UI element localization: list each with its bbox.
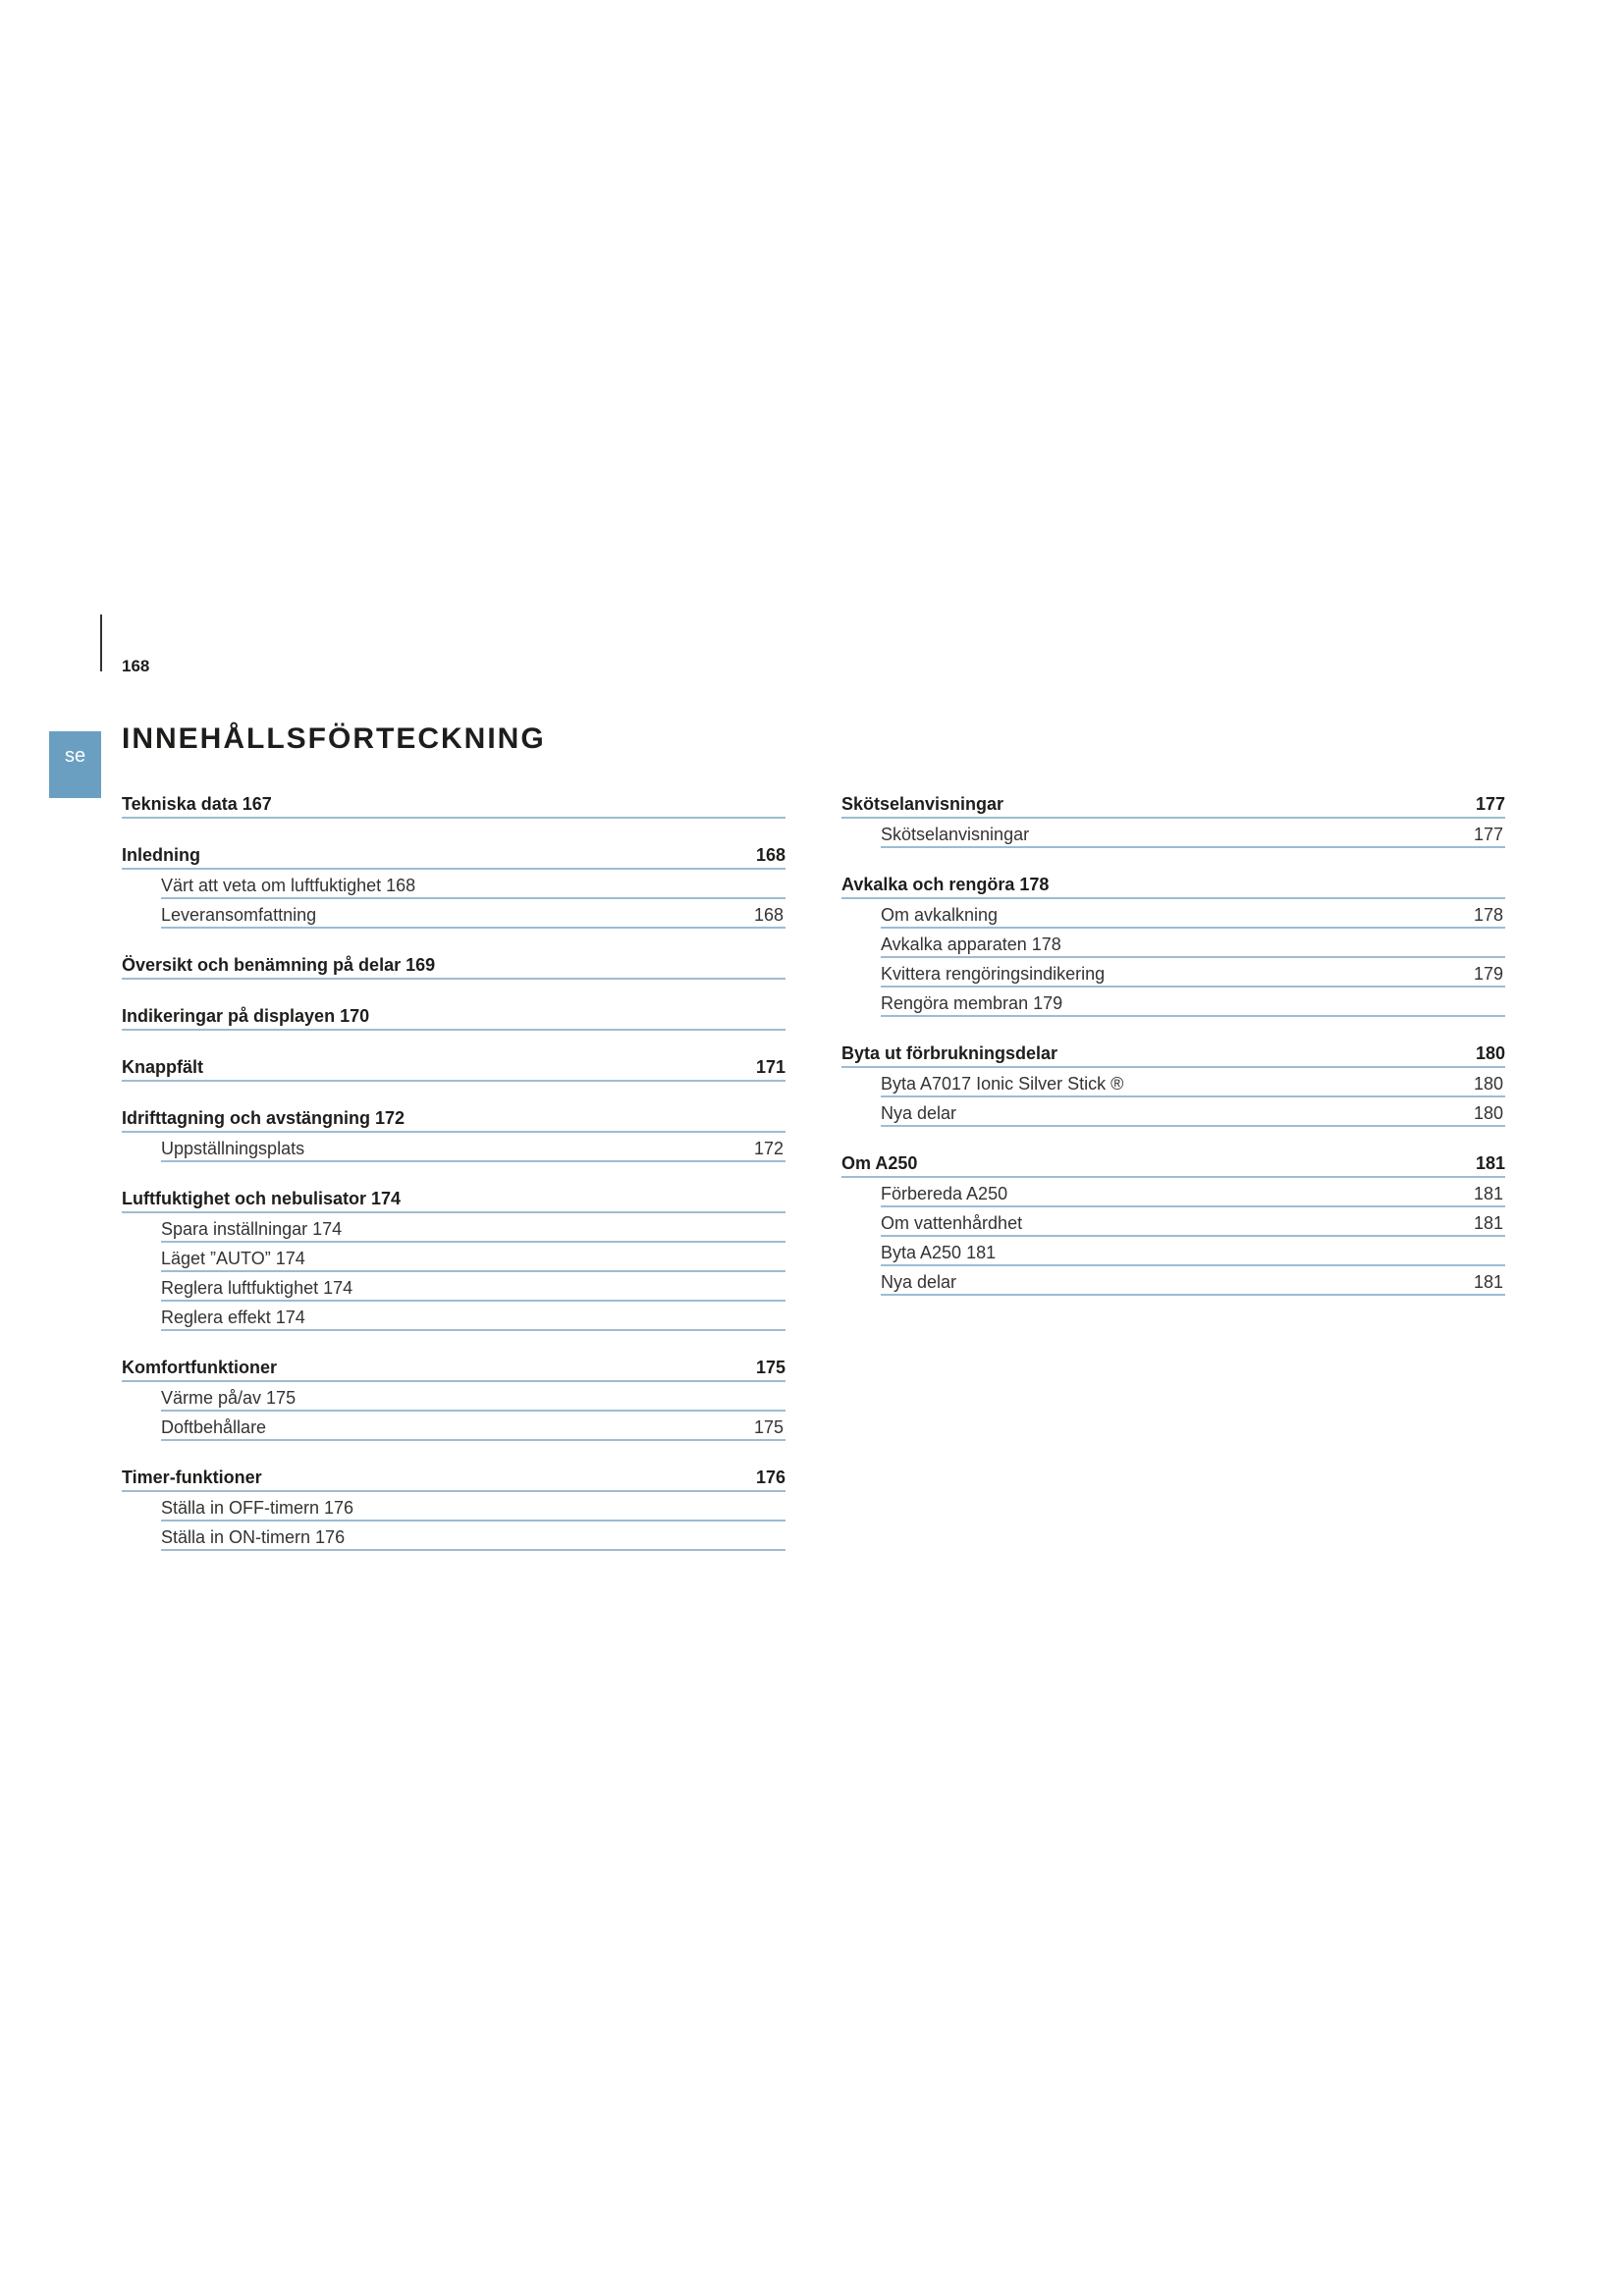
toc-section-title: Idrifttagning och avstängning 172 [122,1108,406,1128]
toc-entry[interactable] [161,1243,785,1272]
toc-entry[interactable] [161,1412,785,1441]
toc-section-page: 181 [1475,1153,1505,1173]
toc-section-page: 177 [1475,794,1505,814]
margin-rule [100,614,102,671]
toc-section [122,1184,785,1331]
section-gap [122,1031,785,1052]
toc-entry-label: Ställa in ON-timern 176 [161,1527,346,1547]
section-gap [122,980,785,1001]
toc-entry-label: Förbereda A250 [881,1184,1008,1203]
toc-section-page: 176 [755,1468,785,1487]
toc-section [841,1148,1505,1296]
toc-entry-label: Skötselanvisningar [881,825,1030,844]
section-gap [841,1017,1505,1039]
toc-entry-label: Om vattenhårdhet [881,1213,1023,1233]
toc-entry[interactable] [881,1266,1505,1296]
toc-section-page: 180 [1475,1043,1505,1063]
toc-entry-page: 172 [753,1139,784,1158]
section-gap [122,1082,785,1103]
toc-entry[interactable] [161,1492,785,1522]
toc-entry[interactable] [881,819,1505,848]
section-gap [122,1331,785,1353]
document-title: INNEHÅLLSFÖRTECKNING [122,722,546,755]
toc-entry[interactable] [881,929,1505,958]
toc-section-page: 175 [755,1358,785,1377]
toc-section [122,1001,785,1031]
toc-entry-page: 168 [753,905,784,925]
toc-entry-page: 181 [1473,1213,1503,1233]
toc-section-title: Avkalka och rengöra 178 [841,875,1050,894]
toc-section [122,1103,785,1162]
toc-entry-label: Spara inställningar 174 [161,1219,343,1239]
toc-section-heading[interactable] [841,870,1505,899]
language-tab: se [49,731,101,798]
toc-section [841,789,1505,848]
toc-section-heading[interactable] [122,1103,785,1133]
toc-entry[interactable] [161,1382,785,1412]
toc-section-heading[interactable] [122,950,785,980]
toc-entry-page: 181 [1473,1272,1503,1292]
toc-section [122,950,785,980]
section-gap [841,848,1505,870]
toc-section-heading[interactable] [841,1148,1505,1178]
toc-entry-label: Värt att veta om luftfuktighet 168 [161,876,416,895]
toc-entry-page: 179 [1473,964,1503,984]
toc-entry[interactable] [161,1133,785,1162]
toc-right-column [841,789,1505,1296]
toc-entry[interactable] [881,958,1505,988]
toc-entry[interactable] [161,1302,785,1331]
toc-entry-label: Rengöra membran 179 [881,993,1063,1013]
toc-section-title: Timer-funktioner [122,1468,262,1487]
toc-section [122,1052,785,1082]
toc-entry-label: Reglera luftfuktighet 174 [161,1278,353,1298]
toc-entry-page: 180 [1473,1074,1503,1094]
toc-section-title: Knappfält [122,1057,203,1077]
toc-entry[interactable] [881,1068,1505,1097]
toc-entry[interactable] [881,1237,1505,1266]
toc-entry-label: Uppställningsplats [161,1139,305,1158]
toc-section-title: Inledning [122,845,200,865]
toc-entry-page: 175 [753,1417,784,1437]
toc-entry-label: Kvittera rengöringsindikering [881,964,1106,984]
toc-section-title: Tekniska data 167 [122,794,272,814]
toc-entry-label: Värme på/av 175 [161,1388,297,1408]
toc-section-heading[interactable] [122,840,785,870]
toc-entry-label: Läget ”AUTO” 174 [161,1249,305,1268]
section-gap [122,929,785,950]
toc-section-heading[interactable] [122,1463,785,1492]
toc-section [122,789,785,819]
toc-entry-label: Byta A250 181 [881,1243,997,1262]
toc-section-heading[interactable] [122,1353,785,1382]
toc-section-title: Luftfuktighet och nebulisator 174 [122,1189,402,1208]
toc-entry[interactable] [161,870,785,899]
toc-section-title: Indikeringar på displayen 170 [122,1006,370,1026]
toc-entry-label: Reglera effekt 174 [161,1308,305,1327]
toc-entry[interactable] [161,1272,785,1302]
toc-entry-label: Leveransomfattning [161,905,317,925]
toc-section-heading[interactable] [841,789,1505,819]
toc-entry-page: 181 [1473,1184,1503,1203]
toc-section [122,1353,785,1441]
toc-entry[interactable] [881,899,1505,929]
section-gap [122,1162,785,1184]
toc-section-heading[interactable] [122,1052,785,1082]
toc-section-page: 168 [755,845,785,865]
toc-entry[interactable] [161,1213,785,1243]
toc-entry[interactable] [161,899,785,929]
toc-section-heading[interactable] [841,1039,1505,1068]
toc-section-title: Översikt och benämning på delar 169 [122,955,436,975]
toc-entry-label: Byta A7017 Ionic Silver Stick ® [881,1074,1124,1094]
toc-section [122,1463,785,1551]
section-gap [122,1441,785,1463]
toc-section-heading[interactable] [122,789,785,819]
toc-entry[interactable] [881,1207,1505,1237]
toc-section-heading[interactable] [122,1001,785,1031]
toc-section-title: Skötselanvisningar [841,794,1004,814]
toc-section [122,840,785,929]
toc-section [841,1039,1505,1127]
toc-entry[interactable] [881,1178,1505,1207]
section-gap [841,1127,1505,1148]
toc-entry-label: Doftbehållare [161,1417,267,1437]
toc-entry[interactable] [881,988,1505,1017]
toc-section [841,870,1505,1017]
toc-section-title: Om A250 [841,1153,918,1173]
toc-entry-label: Nya delar [881,1103,957,1123]
toc-entry-label: Ställa in OFF-timern 176 [161,1498,354,1518]
toc-entry-label: Om avkalkning [881,905,999,925]
toc-entry[interactable] [881,1097,1505,1127]
section-gap [122,819,785,840]
toc-entry-page: 177 [1473,825,1503,844]
page-number: 168 [122,657,150,675]
toc-entry-label: Avkalka apparaten 178 [881,934,1061,954]
toc-entry-page: 180 [1473,1103,1503,1123]
toc-entry-page: 178 [1473,905,1503,925]
toc-section-page: 171 [755,1057,785,1077]
toc-section-heading[interactable] [122,1184,785,1213]
toc-entry-label: Nya delar [881,1272,957,1292]
toc-section-title: Komfortfunktioner [122,1358,277,1377]
toc-left-column [122,789,785,1551]
toc-entry[interactable] [161,1522,785,1551]
toc-section-title: Byta ut förbrukningsdelar [841,1043,1058,1063]
